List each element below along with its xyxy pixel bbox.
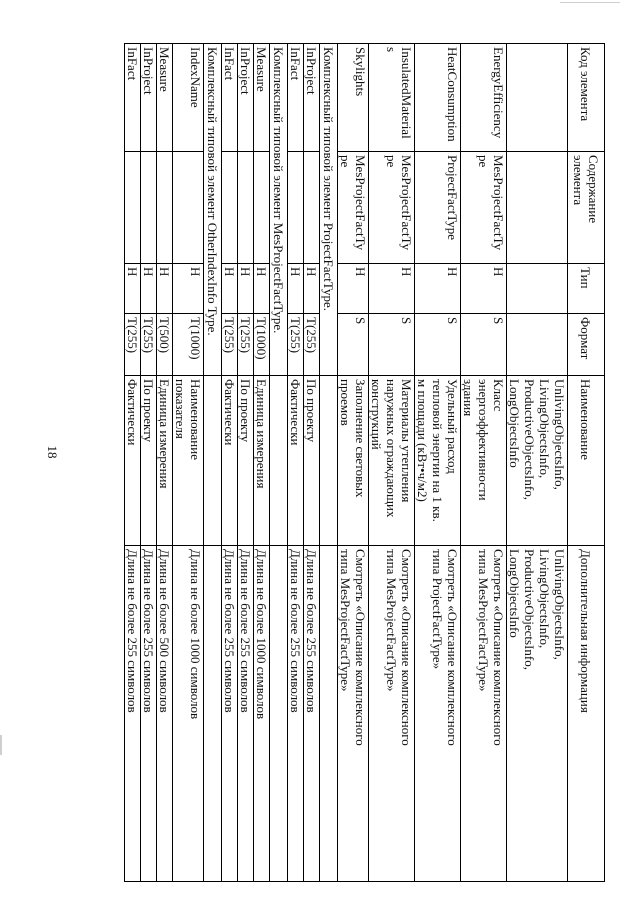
cell-name: По проекту — [304, 376, 320, 546]
section-title: Комплексный типовой элемент MesProjectFactType. — [270, 44, 288, 376]
cell-content: ProjectFactType — [415, 152, 461, 264]
table-row — [141, 44, 157, 882]
cell-format: T(255) — [141, 314, 157, 376]
cell-type: Н — [415, 264, 461, 314]
table-row — [338, 44, 369, 882]
cell-info: Длина не более 255 символов — [288, 546, 304, 882]
cell-info: Длина не более 1000 символов — [173, 546, 204, 882]
cell-format: T(255) — [125, 314, 141, 376]
cell-type: Н — [238, 264, 254, 314]
section-blank — [204, 376, 222, 546]
cell-type: Н — [461, 264, 507, 314]
cell-format: T(255) — [304, 314, 320, 376]
header-format: Формат — [568, 314, 605, 376]
cell-info: Длина не более 500 символов — [157, 546, 173, 882]
cell-code — [507, 44, 568, 152]
table-row — [157, 44, 173, 882]
header-type: Тип — [568, 264, 605, 314]
cell-content — [125, 152, 141, 264]
cell-name: Фактически — [288, 376, 304, 546]
cell-format: S — [415, 314, 461, 376]
cell-content: MesProjectFactTy pe — [461, 152, 507, 264]
table-row — [369, 44, 415, 882]
cell-info: Длина не более 255 символов — [304, 546, 320, 882]
cell-content — [304, 152, 320, 264]
cell-name: По проекту — [141, 376, 157, 546]
cell-name: Единица измерения — [157, 376, 173, 546]
table-row — [304, 44, 320, 882]
cell-info: Смотреть «Описание комплексного типа ProjectFactType» — [415, 546, 461, 882]
cell-type: Н — [288, 264, 304, 314]
section-title: Комплексный типовой элемент ProjectFactType. — [320, 44, 338, 376]
header-code: Код элемента — [568, 44, 605, 152]
header-content: Содержание элемента — [568, 152, 605, 264]
table-row — [507, 44, 568, 882]
cell-type: Н — [222, 264, 238, 314]
table-row — [254, 44, 270, 882]
cell-info: Длина не более 255 символов — [222, 546, 238, 882]
cell-type: Н — [369, 264, 415, 314]
cell-code: HeatConsumption — [415, 44, 461, 152]
cell-content: MesProjectFactTy pe — [369, 152, 415, 264]
cell-code: InFact — [288, 44, 304, 152]
cell-format: S — [461, 314, 507, 376]
cell-content — [254, 152, 270, 264]
section-blank — [320, 546, 338, 882]
cell-name: Удельный расход тепловой энергии на 1 кв. м площади (кВт•ч/м2) — [415, 376, 461, 546]
cell-format: T(1000) — [173, 314, 204, 376]
cell-content — [141, 152, 157, 264]
cell-code: InsulatedMaterial s — [369, 44, 415, 152]
rotated-page — [68, 43, 605, 881]
table-row — [222, 44, 238, 882]
cell-content — [507, 152, 568, 264]
cell-code: Measure — [157, 44, 173, 152]
cell-info: Смотреть «Описание комплексного типа MesProjectFactType» — [338, 546, 369, 882]
cell-name: Наименование показателя — [173, 376, 204, 546]
table-row — [238, 44, 254, 882]
cell-info: Длина не более 255 символов — [238, 546, 254, 882]
cell-code: InFact — [222, 44, 238, 152]
section-title: Комплексный типовой элемент OtherIndexInfo Type. — [204, 44, 222, 376]
section-blank — [204, 546, 222, 882]
section-header-row — [320, 44, 338, 882]
table-row — [173, 44, 204, 882]
section-header-row — [204, 44, 222, 882]
cell-code: Measure — [254, 44, 270, 152]
cell-info: Смотреть «Описание комплексного типа MesProjectFactType» — [461, 546, 507, 882]
cell-name: Класс энергоэффективности здания — [461, 376, 507, 546]
cell-format — [507, 314, 568, 376]
table-row — [461, 44, 507, 882]
cell-name: Единица измерения — [254, 376, 270, 546]
elements-table — [124, 43, 605, 882]
section-header-row — [270, 44, 288, 882]
cell-content — [173, 152, 204, 264]
cell-name: Заполнение световых проемов — [338, 376, 369, 546]
cell-format: S — [369, 314, 415, 376]
cell-name: Фактически — [125, 376, 141, 546]
cell-content — [288, 152, 304, 264]
cell-format: T(255) — [288, 314, 304, 376]
cell-code: InProject — [304, 44, 320, 152]
cell-code: IndexName — [173, 44, 204, 152]
table-row — [125, 44, 141, 882]
cell-type: Н — [125, 264, 141, 314]
scan-edge-mark — [0, 735, 2, 755]
cell-type: Н — [338, 264, 369, 314]
scan-edge-mark — [560, 2, 620, 3]
cell-info: Смотреть «Описание комплексного типа MesProjectFactType» — [369, 546, 415, 882]
cell-format: T(500) — [157, 314, 173, 376]
cell-info: UnlivingObjectsInfo, LivingObjectsInfo, ProductiveObjectsInfo, LongObjectsInfo — [507, 546, 568, 882]
header-info: Дополнительная информация — [568, 546, 605, 882]
cell-format: S — [338, 314, 369, 376]
section-blank — [320, 376, 338, 546]
page-number: 18 — [45, 445, 60, 459]
cell-name: По проекту — [238, 376, 254, 546]
section-blank — [270, 376, 288, 546]
cell-code: EnergyEfficiency — [461, 44, 507, 152]
cell-code: Skylights — [338, 44, 369, 152]
cell-content — [157, 152, 173, 264]
cell-format: T(1000) — [254, 314, 270, 376]
cell-info: Длина не более 255 символов — [141, 546, 157, 882]
cell-type: Н — [141, 264, 157, 314]
cell-format: T(255) — [238, 314, 254, 376]
cell-name: UnlivingObjectsInfo, LivingObjectsInfo, ProductiveObjectsInfo, LongObjectsInfo — [507, 376, 568, 546]
header-row — [568, 44, 605, 882]
cell-type: Н — [173, 264, 204, 314]
cell-type: Н — [157, 264, 173, 314]
header-name: Наименование — [568, 376, 605, 546]
table-row — [415, 44, 461, 882]
cell-code: InProject — [238, 44, 254, 152]
cell-type: Н — [254, 264, 270, 314]
cell-code: InProject — [141, 44, 157, 152]
cell-info: Длина не более 1000 символов — [254, 546, 270, 882]
cell-content: MesProjectFactTy pe — [338, 152, 369, 264]
cell-type — [507, 264, 568, 314]
cell-type: Н — [304, 264, 320, 314]
cell-code: InFact — [125, 44, 141, 152]
cell-name: Фактически — [222, 376, 238, 546]
cell-content — [222, 152, 238, 264]
cell-content — [238, 152, 254, 264]
cell-info: Длина не более 255 символов — [125, 546, 141, 882]
table-row — [288, 44, 304, 882]
section-blank — [270, 546, 288, 882]
cell-format: T(255) — [222, 314, 238, 376]
cell-name: Материалы утепления наружных ограждающих конструкций — [369, 376, 415, 546]
